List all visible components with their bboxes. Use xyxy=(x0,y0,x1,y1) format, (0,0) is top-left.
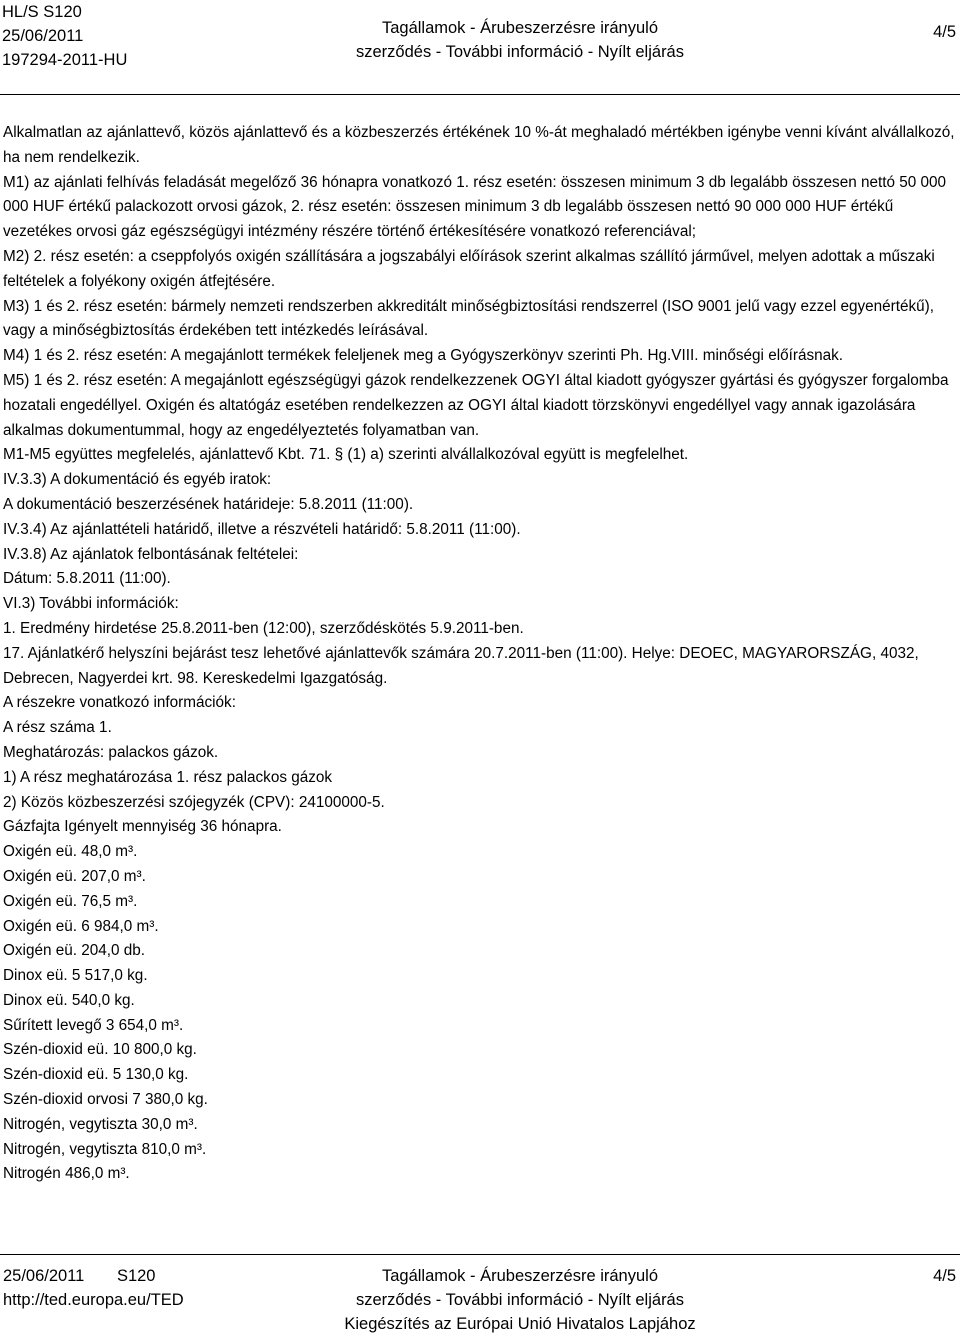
body-line: Meghatározás: palackos gázok. xyxy=(3,743,219,761)
body-line: Dinox eü. 540,0 kg. xyxy=(3,991,135,1009)
body-line: 2) Közös közbeszerzési szójegyzék (CPV): 24100000-5. xyxy=(3,793,385,811)
header-left xyxy=(2,0,127,72)
body-line: A dokumentáció beszerzésének határideje: 5.8.2011 (11:00). xyxy=(3,495,414,513)
header-doc-code: HL/S S120 xyxy=(2,3,82,21)
page-header xyxy=(0,0,960,72)
header-title-line2: szerződés - További információ - Nyílt eljárás xyxy=(356,43,684,61)
footer-left xyxy=(3,1264,184,1312)
body-line: Oxigén eü. 6 984,0 m³. xyxy=(3,917,159,935)
footer-url[interactable]: http://ted.europa.eu/TED xyxy=(3,1291,184,1309)
body-line: M4) 1 és 2. rész esetén: A megajánlott termékek feleljenek meg a Gyógyszerkönyv szerinti Ph. Hg.VIII. minőségi előírásnak. xyxy=(3,347,844,365)
footer-title xyxy=(320,1264,720,1336)
body-line: Nitrogén 486,0 m³. xyxy=(3,1165,130,1183)
header-page-number: 4/5 xyxy=(933,23,956,41)
header-date: 25/06/2011 xyxy=(2,27,84,45)
footer-divider xyxy=(0,1254,960,1255)
footer-title-line2: szerződés - További információ - Nyílt eljárás xyxy=(356,1291,684,1309)
body-line: Szén-dioxid eü. 10 800,0 kg. xyxy=(3,1041,197,1059)
body-line: Nitrogén, vegytiszta 30,0 m³. xyxy=(3,1115,198,1133)
body-line: Oxigén eü. 76,5 m³. xyxy=(3,892,138,910)
body-line: A rész száma 1. xyxy=(3,719,112,737)
body-line: M5) 1 és 2. rész esetén: A megajánlott egészségügyi gázok rendelkezzenek OGYI által kiadott gyógyszer gyártási és gyógyszer forgalomba hozatali engedéllyel. Oxigén és altatógáz esetében rendelkezzen az OGYI által kiadott törzskönyvi engedéllyel vagy annak igazolására alkalmas dokumentummal, hogy az engedélyeztetés folyamatban van. xyxy=(3,371,949,439)
header-title xyxy=(320,16,720,64)
body-line: Oxigén eü. 204,0 db. xyxy=(3,942,146,960)
footer-date: 25/06/2011 xyxy=(3,1267,85,1285)
footer-title-line1: Tagállamok - Árubeszerzésre irányuló xyxy=(381,1267,659,1285)
body-line: IV.3.4) Az ajánlattételi határidő, illetve a részvételi határidő: 5.8.2011 (11:00). xyxy=(3,520,521,538)
footer-title-line3: Kiegészítés az Európai Unió Hivatalos Lapjához xyxy=(344,1315,696,1333)
body-line: Szén-dioxid orvosi 7 380,0 kg. xyxy=(3,1091,208,1109)
body-line: Dinox eü. 5 517,0 kg. xyxy=(3,967,148,985)
body-line: M1-M5 együttes megfelelés, ajánlattevő Kbt. 71. § (1) a) szerinti alvállalkozóval együtt is megfelelhet. xyxy=(3,446,689,464)
document-body xyxy=(3,121,955,1187)
body-line: IV.3.3) A dokumentáció és egyéb iratok: xyxy=(3,471,272,489)
body-line: M2) 2. rész esetén: a cseppfolyós oxigén szállítására a jogszabályi előírások szerint alkalmas szállító járművel, melyen adottak a műszaki feltételek a folyékony oxigén átfejtésére. xyxy=(3,247,935,290)
body-line: Nitrogén, vegytiszta 810,0 m³. xyxy=(3,1140,207,1158)
header-title-line1: Tagállamok - Árubeszerzésre irányuló xyxy=(381,19,659,37)
body-line: M1) az ajánlati felhívás feladását megelőző 36 hónapra vonatkozó 1. rész esetén: összesen minimum 3 db legalább összesen nettó 50 000 000 HUF értékű palackozott orvosi gázok, 2. rész esetén: összesen minimum 3 db legalább összesen nettó 90 000 000 HUF értékű vezetékes orvosi gáz egészségügyi intézmény részére történő értékesítésére vonatkozó referenciával; xyxy=(3,173,947,241)
body-line: IV.3.8) Az ajánlatok felbontásának feltételei: xyxy=(3,545,299,563)
footer-code: S120 xyxy=(116,1267,156,1285)
footer-page-number: 4/5 xyxy=(933,1267,956,1285)
body-line: Dátum: 5.8.2011 (11:00). xyxy=(3,570,171,588)
body-line: Sűrített levegő 3 654,0 m³. xyxy=(3,1016,184,1034)
body-line: 1. Eredmény hirdetése 25.8.2011-ben (12:00), szerződéskötés 5.9.2011-ben. xyxy=(3,619,524,637)
header-divider xyxy=(0,94,960,95)
body-line: Szén-dioxid eü. 5 130,0 kg. xyxy=(3,1066,189,1084)
body-line: 17. Ajánlatkérő helyszíni bejárást tesz lehetővé ajánlattevők számára 20.7.2011-ben (11:00). Helye: DEOEC, MAGYARORSZÁG, 4032, Debrecen, Nagyerdei krt. 98. Kereskedelmi Igazgatóság. xyxy=(3,644,919,687)
body-line: M3) 1 és 2. rész esetén: bármely nemzeti rendszerben akkreditált minőségbiztosítási rendszerrel (ISO 9001 jelű vagy ezzel egyenértékű), vagy a minőségbiztosítás érdekében tett intézkedés leírásával. xyxy=(3,297,935,340)
body-line: Gázfajta Igényelt mennyiség 36 hónapra. xyxy=(3,818,282,836)
body-line: A részekre vonatkozó információk: xyxy=(3,694,236,712)
header-ref: 197294-2011-HU xyxy=(2,51,128,69)
body-line: VI.3) További információk: xyxy=(3,595,179,613)
body-line: 1) A rész meghatározása 1. rész palackos gázok xyxy=(3,768,333,786)
body-line: Oxigén eü. 207,0 m³. xyxy=(3,867,146,885)
body-line: Alkalmatlan az ajánlattevő, közös ajánlattevő és a közbeszerzés értékének 10 %-át meghaladó mértékben igénybe venni kívánt alvállalkozó, ha nem rendelkezik. xyxy=(3,124,955,166)
body-line: Oxigén eü. 48,0 m³. xyxy=(3,843,138,861)
